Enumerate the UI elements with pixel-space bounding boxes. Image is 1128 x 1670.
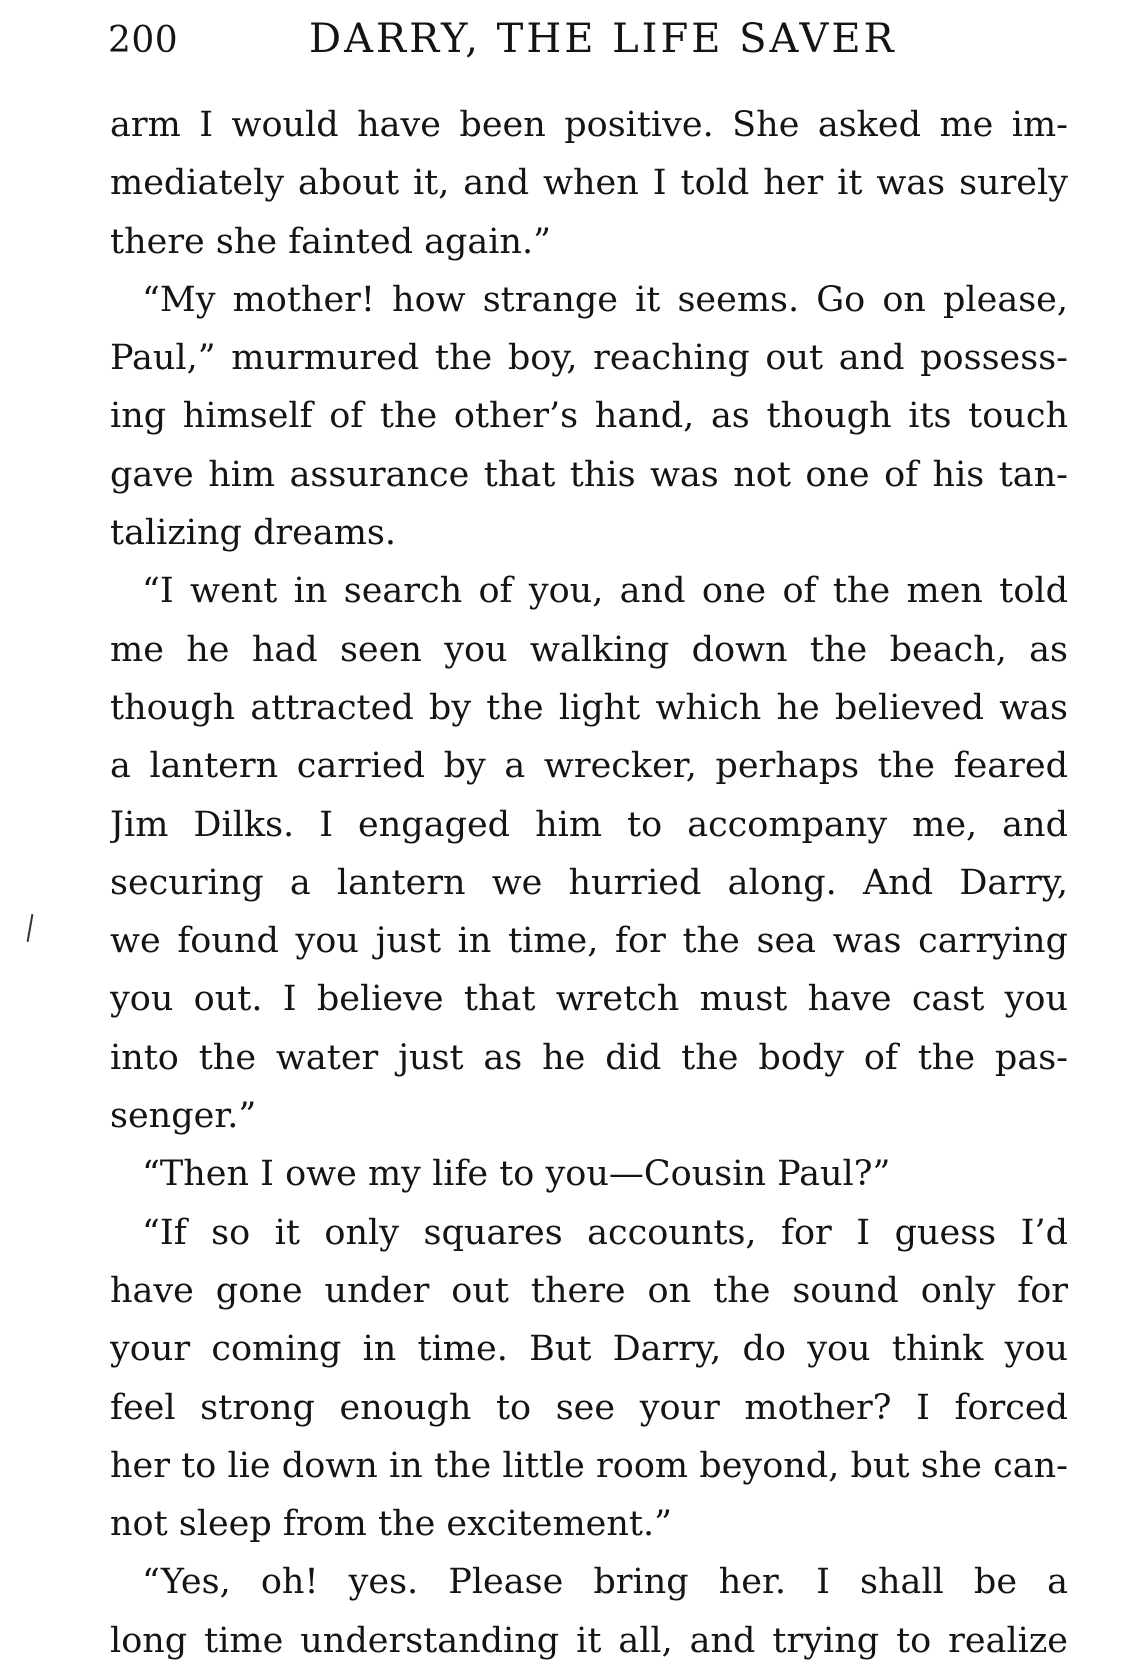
text-line: me he had seen you walking down the beach, as bbox=[110, 629, 1068, 670]
text-line: senger.” bbox=[110, 1096, 257, 1137]
text-line: into the water just as he did the body of the pas- bbox=[110, 1037, 1068, 1078]
text-line: “My mother! how strange it seems. Go on please, bbox=[142, 279, 1068, 320]
page-header bbox=[108, 8, 1068, 68]
text-line: though attracted by the light which he believed was bbox=[110, 687, 1068, 728]
margin-pencil-mark bbox=[27, 914, 34, 942]
text-line: talizing dreams. bbox=[110, 513, 397, 554]
text-line: “If so it only squares accounts, for I guess I’d bbox=[142, 1212, 1068, 1253]
text-line: securing a lantern we hurried along. And Darry, bbox=[110, 862, 1068, 903]
text-line: arm I would have been positive. She asked me im- bbox=[110, 105, 1068, 145]
text-line: your coming in time. But Darry, do you think you bbox=[110, 1329, 1068, 1370]
text-line: mediately about it, and when I told her it was surely bbox=[110, 163, 1068, 204]
text-line: feel strong enough to see your mother? I forced bbox=[110, 1387, 1068, 1428]
text-line: there she fainted again.” bbox=[110, 221, 551, 262]
text-line: Paul,” murmured the boy, reaching out and possess- bbox=[110, 338, 1068, 379]
text-line: long time understanding it all, and trying to realize bbox=[110, 1620, 1068, 1661]
text-line: her to lie down in the little room beyond, but she can- bbox=[110, 1445, 1068, 1486]
text-line: a lantern carried by a wrecker, perhaps the feared bbox=[110, 746, 1068, 787]
text-line: “I went in search of you, and one of the men told bbox=[142, 571, 1068, 612]
text-line: you out. I believe that wretch must have cast you bbox=[110, 979, 1068, 1020]
text-line: we found you just in time, for the sea was carrying bbox=[110, 921, 1068, 962]
running-title: DARRY, THE LIFE SAVER bbox=[309, 16, 897, 62]
page-number: 200 bbox=[108, 20, 179, 61]
text-line: ing himself of the other’s hand, as though its touch bbox=[110, 396, 1068, 437]
text-line: have gone under out there on the sound only for bbox=[110, 1270, 1068, 1311]
body-text bbox=[110, 96, 1068, 1670]
text-line: gave him assurance that this was not one of his tan- bbox=[110, 454, 1068, 495]
text-line: “Then I owe my life to you—Cousin Paul?” bbox=[142, 1154, 891, 1195]
text-line: Jim Dilks. I engaged him to accompany me, and bbox=[110, 804, 1068, 845]
text-line: “Yes, oh! yes. Please bring her. I shall be a bbox=[142, 1562, 1068, 1603]
text-line: not sleep from the excitement.” bbox=[110, 1504, 672, 1545]
